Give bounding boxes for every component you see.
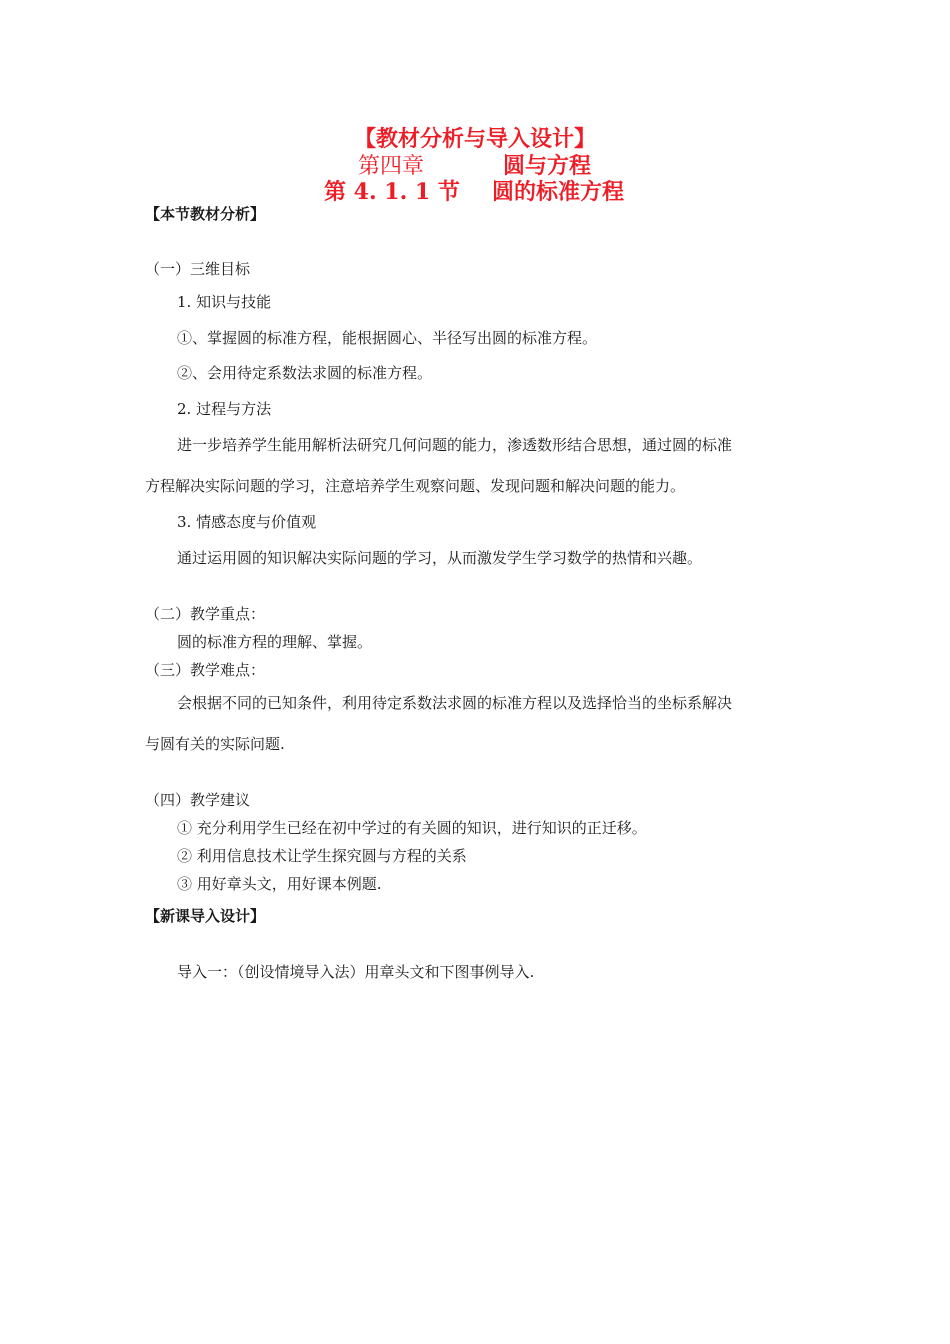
section-name: 圆的标准方程 xyxy=(492,179,625,205)
attitude-values-text: 通过运用圆的知识解决实际问题的学习，从而激发学生学习数学的热情和兴趣。 xyxy=(177,549,703,567)
knowledge-item-1: ①、掌握圆的标准方程，能根据圆心、半径写出圆的标准方程。 xyxy=(177,329,598,347)
key-points-text: 圆的标准方程的理解、掌握。 xyxy=(177,633,373,651)
chapter-name: 圆与方程 xyxy=(503,153,592,179)
attitude-values-title: 3. 情感态度与价值观 xyxy=(177,513,317,531)
key-points-title: （二）教学重点： xyxy=(145,605,266,623)
goals-title: （一）三维目标 xyxy=(145,260,251,278)
chapter-number: 第四章 xyxy=(358,154,425,179)
suggestion-item-3: ③ 用好章头文，用好课本例题. xyxy=(177,875,382,893)
section-number: 第 4. 1. 1 节 xyxy=(324,179,460,205)
difficulties-title: （三）教学难点： xyxy=(145,661,266,679)
suggestion-item-2: ② 利用信息技术让学生探究圆与方程的关系 xyxy=(177,847,467,865)
main-title: 【教材分析与导入设计】 xyxy=(353,126,596,152)
process-method-title: 2. 过程与方法 xyxy=(177,400,272,418)
process-method-line-2: 方程解决实际问题的学习，注意培养学生观察问题、发现问题和解决问题的能力。 xyxy=(145,477,686,495)
intro-heading: 【新课导入设计】 xyxy=(145,907,266,925)
intro-text: 导入一：（创设情境导入法）用章头文和下图事例导入. xyxy=(177,963,535,981)
knowledge-item-2: ②、会用待定系数法求圆的标准方程。 xyxy=(177,364,433,382)
knowledge-skills-title: 1. 知识与技能 xyxy=(177,293,272,311)
process-method-line-1: 进一步培养学生能用解析法研究几何问题的能力，渗透数形结合思想，通过圆的标准 xyxy=(177,436,733,454)
suggestion-item-1: ① 充分利用学生已经在初中学过的有关圆的知识，进行知识的正迁移。 xyxy=(177,819,647,837)
suggestions-title: （四）教学建议 xyxy=(145,791,251,809)
difficulties-line-2: 与圆有关的实际问题. xyxy=(145,735,285,753)
difficulties-line-1: 会根据不同的已知条件，利用待定系数法求圆的标准方程以及选择恰当的坐标系解决 xyxy=(177,694,733,712)
analysis-heading: 【本节教材分析】 xyxy=(145,205,266,223)
